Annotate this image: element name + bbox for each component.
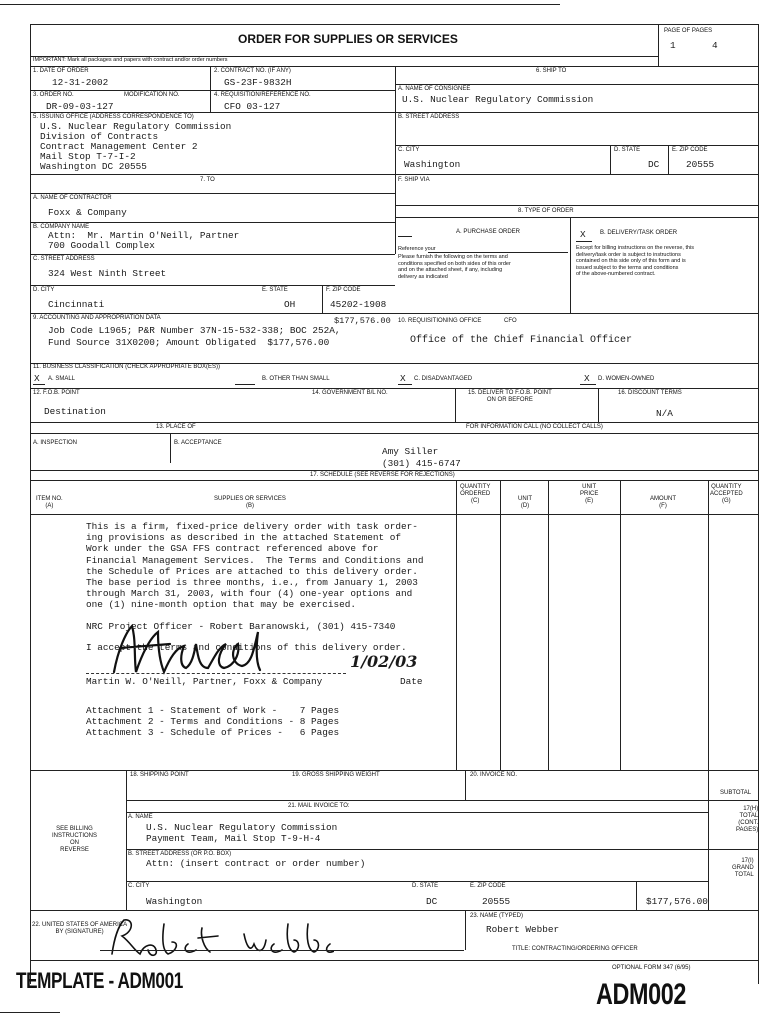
po-check-line (398, 236, 412, 237)
contractor-zip-label: F. ZIP CODE (326, 287, 361, 293)
page-box-divider (658, 24, 659, 66)
schedule-columns-bottom (30, 514, 758, 515)
requisition-value: CFO 03-127 (224, 101, 281, 112)
info-call-label: FOR INFORMATION CALL (NO COLLECT CALLS) (466, 424, 603, 430)
street-left-top-line (30, 254, 395, 255)
deliver-to-label: 15. DELIVER TO F.O.B. POINT ON OR BEFORE (468, 390, 552, 403)
invoice-street-value: Attn: (insert contract or order number) (146, 858, 366, 869)
women-check-line (580, 384, 596, 385)
requisitioning-office-label: 10. REQUISITIONING OFFICE (398, 318, 482, 324)
attachment-1: Attachment 1 - Statement of Work - 7 Pages (86, 705, 340, 716)
col-item-no: ITEM NO. (A) (36, 496, 63, 509)
small-check-line (33, 384, 45, 385)
name-typed-label: 23. NAME (TYPED) (470, 913, 524, 919)
usa-label: 22. UNITED STATES OF AMERICA BY (SIGNATURE) (32, 922, 128, 935)
company-name-label: B. COMPANY NAME (33, 224, 90, 230)
invoice-name-label: A. NAME (128, 814, 153, 820)
requisitioning-office-code: CFO (504, 318, 517, 324)
date-of-order-label: 1. DATE OF ORDER (33, 68, 89, 74)
col-unit-divider (500, 480, 501, 770)
schedule-header-line (30, 480, 758, 481)
inspection-label: A. INSPECTION (33, 440, 78, 446)
invoice-state-value: DC (426, 896, 438, 907)
row3-top-line (30, 112, 395, 113)
form-bottom-line (30, 960, 758, 961)
col-accepted-divider (708, 480, 709, 770)
row1-divider (210, 66, 211, 90)
ship-state-value: DC (648, 159, 660, 170)
ship-city-value: Washington (404, 159, 461, 170)
invoice-name-value: U.S. Nuclear Regulatory Commission Payment Team, Mail Stop T-9-H-4 (146, 822, 338, 844)
info-call-name: Amy Siller (382, 446, 439, 457)
accounting-top-line (30, 313, 758, 314)
accounting-label: 9. ACCOUNTING AND APPROPRIATION DATA (33, 315, 161, 321)
page-of-pages-label: PAGE OF PAGES (664, 28, 713, 34)
page-number: 1 (670, 40, 676, 51)
contractor-city-top-line (30, 285, 395, 286)
invoice-divider (465, 770, 466, 800)
modification-no-label: MODIFICATION NO. (124, 92, 180, 98)
inspection-divider (170, 433, 171, 463)
grand-total-value: $177,576.00 (646, 896, 708, 907)
delivery-task-order-mark: X (580, 229, 586, 240)
order-type-divider (570, 217, 571, 313)
delivery-task-order-label: B. DELIVERY/TASK ORDER (600, 230, 678, 236)
other-than-small-label: B. OTHER THAN SMALL (262, 376, 330, 382)
consignee-top-line (395, 84, 758, 85)
ship-zip-label: E. ZIP CODE (672, 147, 708, 153)
purchase-order-label: A. PURCHASE ORDER (456, 229, 521, 235)
total-col-divider (708, 770, 709, 910)
invoice-city-top (126, 881, 708, 882)
signer-line: Martin W. O'Neill, Partner, Foxx & Company (86, 676, 323, 687)
invoice-city-value: Washington (146, 896, 203, 907)
title-label: TITLE: CONTRACTING/ORDERING OFFICER (512, 946, 638, 952)
project-officer: NRC Project Officer - Robert Baranowski, (301) 415-7340 (86, 621, 396, 632)
invoice-state-label: D. STATE (412, 883, 439, 889)
type-order-line (395, 205, 758, 206)
other-small-check-line (235, 384, 255, 385)
disadvantaged-check-line (398, 384, 412, 385)
contract-no-label: 2. CONTRACT NO. (IF ANY) (214, 68, 291, 74)
order-no-label: 3. ORDER NO. (33, 92, 74, 98)
row1-top-line (30, 66, 758, 67)
consignee-label: A. NAME OF CONSIGNEE (398, 86, 471, 92)
mail-invoice-line (126, 800, 758, 801)
invoice-street-label: B. STREET ADDRESS (OR P.O. BOX) (128, 851, 232, 857)
col-qty-ordered: QUANTITY ORDERED (C) (460, 484, 491, 504)
contractor-street-label: C. STREET ADDRESS (33, 256, 95, 262)
ship-zip-divider (668, 145, 669, 174)
name-typed-divider (465, 910, 466, 950)
contractor-value: Foxx & Company (48, 207, 127, 218)
template-stamp: TEMPLATE - ADM001 (16, 968, 183, 993)
place-of-label: 13. PLACE OF (156, 424, 196, 430)
discount-label: 16. DISCOUNT TERMS (618, 390, 682, 396)
small-mark: X (34, 373, 40, 384)
form-right-edge (758, 24, 759, 984)
gov-bl-label: 14. GOVERNMENT B/L NO. (312, 390, 388, 396)
small-label: A. SMALL (48, 376, 76, 382)
col-amount-divider (620, 480, 621, 770)
invoice-zip-value: 20555 (482, 896, 511, 907)
contractor-city-label: D. CITY (33, 287, 55, 293)
type-order-bottom-line (395, 217, 758, 218)
contract-no-value: GS-23F-9832H (224, 77, 292, 88)
col-supplies: SUPPLIES OR SERVICES (B) (214, 496, 286, 509)
attachment-3: Attachment 3 - Schedule of Prices - 6 Pages (86, 727, 340, 738)
business-class-label: 11. BUSINESS CLASSIFICATION (CHECK APPROPRIATE BOX(ES)) (33, 364, 221, 370)
discount-value: N/A (656, 408, 673, 419)
col-amount: AMOUNT (F) (650, 496, 676, 509)
ship-zip-value: 20555 (686, 159, 715, 170)
contractor-top-line (30, 193, 395, 194)
contractor-city-value: Cincinnati (48, 299, 105, 310)
date-of-order-value: 12-31-2002 (52, 77, 109, 88)
ship-state-divider (610, 145, 611, 174)
top-edge-line (0, 4, 560, 5)
accounting-amount: $177,576.00 (334, 316, 391, 326)
adm-stamp: ADM002 (596, 978, 686, 1011)
company-name-value: Attn: Mr. Martin O'Neill, Partner 700 Goodall Complex (48, 230, 240, 251)
shipping-point-label: 18. SHIPPING POINT (130, 772, 189, 778)
ship-city-label: C. CITY (398, 147, 420, 153)
contractor-zip-value: 45202-1908 (330, 299, 387, 310)
discount-divider (598, 388, 599, 422)
mail-left-divider (126, 770, 127, 910)
ship-to-label: 6. SHIP TO (536, 68, 567, 74)
col-price-divider (548, 480, 549, 770)
contractor-state-label: E. STATE (262, 287, 288, 293)
women-owned-mark: X (584, 373, 590, 384)
signature-line (86, 673, 346, 674)
accept-statement: I accept the terms and conditions of this delivery order. (86, 642, 407, 653)
contractor-state-value: OH (284, 299, 296, 310)
city-top-line (395, 145, 758, 146)
acceptance-date: 1/02/03 (350, 652, 418, 671)
to-line (30, 174, 758, 175)
invoice-city-label: C. CITY (128, 883, 150, 889)
total-pages: 4 (712, 40, 718, 51)
acceptance-label: B. ACCEPTANCE (174, 440, 222, 446)
important-note: IMPORTANT: Mark all packages and papers with contract and/or order numbers (33, 57, 228, 63)
form-top-line (30, 24, 758, 25)
col-unit-price: UNIT PRICE (E) (580, 484, 599, 504)
page-bottom-scrap (0, 1012, 60, 1013)
fob-value: Destination (44, 406, 106, 417)
grand-total-label: 17(I) GRAND TOTAL (732, 858, 754, 878)
consignee-value: U.S. Nuclear Regulatory Commission (402, 94, 594, 105)
center-divider (395, 66, 396, 254)
schedule-label: 17. SCHEDULE (SEE REVERSE FOR REJECTIONS) (310, 472, 455, 478)
issuing-office-value: U.S. Nuclear Regulatory Commission Division of Contracts Contract Management Center 2 Mail Stop T-7-I-2 Washington DC 20555 (40, 121, 232, 172)
schedule-top-line (30, 470, 758, 471)
to-label: 7. TO (200, 177, 215, 183)
mail-invoice-label: 21. MAIL INVOICE TO: (288, 803, 350, 809)
info-call-phone: (301) 415-6747 (382, 458, 461, 469)
optional-form-label: OPTIONAL FORM 347 (6/95) (612, 965, 691, 971)
contractor-label: A. NAME OF CONTRACTOR (33, 195, 112, 201)
invoice-bottom-line (30, 910, 758, 911)
ship-via-label: F. SHIP VIA (398, 177, 430, 183)
row2-divider (210, 90, 211, 112)
billing-instructions: SEE BILLING INSTRUCTIONS ON REVERSE (52, 826, 97, 853)
schedule-body: This is a firm, fixed-price delivery order with task order- ing provisions as described in the attached Statement of Work under the GSA FFS contract referenced above for Financial Management Services. The Terms and Conditions and the Schedule of Prices are attached to this delivery order. The base period is three months, i.e., from January 1, 2003 through March 31, 2003, with four (4) one-year options and one (1) nine-month option that may be exercised. (86, 521, 424, 611)
name-typed-value: Robert Webber (486, 924, 560, 935)
contractor-zip-divider (322, 285, 323, 314)
col-unit: UNIT (D) (518, 496, 532, 509)
reference-your-line (428, 252, 568, 253)
subtotal-label: SUBTOTAL (720, 790, 752, 796)
type-of-order-label: 8. TYPE OF ORDER (518, 208, 574, 214)
street-top-line (395, 112, 758, 113)
contractor-street-value: 324 West Ninth Street (48, 268, 167, 279)
place-of-line (30, 422, 758, 423)
ship-state-label: D. STATE (614, 147, 641, 153)
requisitioning-office-value: Office of the Chief Financial Officer (410, 335, 633, 346)
footer-top-line (30, 770, 758, 771)
gross-weight-label: 19. GROSS SHIPPING WEIGHT (292, 772, 380, 778)
women-owned-label: D. WOMEN-OWNED (598, 376, 655, 382)
inspection-top-line (30, 433, 758, 434)
requisition-label: 4. REQUISITION/REFERENCE NO. (214, 92, 311, 98)
form-left-edge (30, 24, 31, 984)
invoice-street-top (126, 849, 758, 850)
invoice-no-label: 20. INVOICE NO. (470, 772, 518, 778)
date-label: Date (400, 676, 423, 687)
order-no-value: DR-09-03-127 (46, 101, 114, 112)
disadvantaged-label: C. DISADVANTAGED (414, 376, 473, 382)
col-qty-accepted: QUANTITY ACCEPTED (G) (710, 484, 743, 504)
row2-top-line (30, 90, 395, 91)
disadvantaged-mark: X (400, 373, 406, 384)
ship-street-label: B. STREET ADDRESS (398, 114, 460, 120)
form-title: ORDER FOR SUPPLIES OR SERVICES (238, 32, 458, 46)
company-top-line (30, 222, 395, 223)
fob-top-line (30, 388, 758, 389)
col-qty-ordered-divider (456, 480, 457, 770)
delivery-check-line (576, 241, 592, 242)
accounting-data: Job Code L1965; P&R Number 37N-15-532-338; BOC 252A, Fund Source 31X0200; Amount Obligated $177,576.00 (48, 325, 341, 348)
usa-signature-line (100, 950, 464, 951)
total-cont-label: 17(H) TOTAL (CONT. PAGES) (736, 806, 759, 833)
delivery-task-order-text: Except for billing instructions on the reverse, this delivery/task order is subject to instructions contained on this side only of this form and is issued subject to the terms and conditions of the above-numbered contract. (576, 245, 695, 278)
fob-label: 12. F.O.B. POINT (33, 390, 80, 396)
gov-bl-divider (455, 388, 456, 422)
issuing-office-label: 5. ISSUING OFFICE (ADDRESS CORRESPONDENCE TO) (33, 114, 194, 120)
reference-your: Reference your (398, 246, 436, 252)
attachment-2: Attachment 2 - Terms and Conditions - 8 Pages (86, 716, 340, 727)
purchase-order-text: Please furnish the following on the terms and conditions specified on both sides of this order and on the attached sheet, if any, including delivery as indicated (398, 254, 511, 280)
invoice-name-top (126, 812, 708, 813)
usa-signature (104, 914, 334, 964)
grand-total-box-left (636, 881, 637, 910)
invoice-zip-label: E. ZIP CODE (470, 883, 506, 889)
